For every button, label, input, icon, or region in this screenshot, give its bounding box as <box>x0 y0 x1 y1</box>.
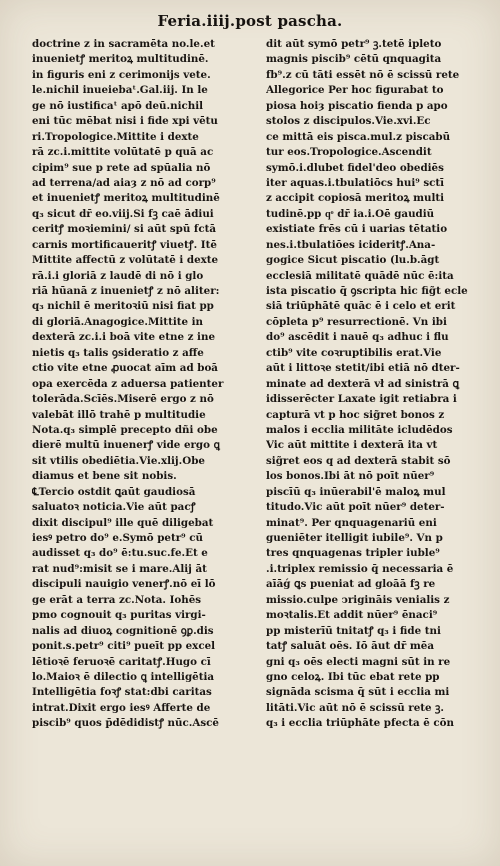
text-line: malos i ecclia militāte icludēdos <box>266 423 453 436</box>
text-line: stolos z discipulos.Vie.xvi.Ec <box>266 115 431 128</box>
text-line: litāti.Vic aūt nō ē scissū rete ꝫ. <box>266 701 445 714</box>
text-line: capturā vt p hoc sig̃ret bonos z <box>266 408 445 421</box>
text-line: minat⁹. Per qnquagenariū eni <box>266 516 437 529</box>
text-line: dixit discipul⁹ ille quē diligebat <box>32 516 214 529</box>
text-line: existiate frēs cū i uarias tētatio <box>266 223 448 236</box>
text-line: titudo.Vic aūt poīt nūer⁹ deter- <box>266 501 445 514</box>
text-line: idisserēcter Laxate igit retiabra i <box>266 393 457 406</box>
text-line: moꝛtalis.Et addit nūer⁹ ēnaci⁹ <box>266 609 438 622</box>
text-line: riā hūanā z inuenietꝭ z nō aliter: <box>32 285 220 297</box>
text-line: ctib⁹ vite coꝛruptibilis erat.Vie <box>266 346 442 359</box>
text-line: do⁹ ascēdit i nauē q₃ adhuc i flu <box>266 331 449 344</box>
text-line: ge erāt a terra zc.Nota. Iohēs <box>32 593 202 606</box>
text-line: saluatoꝛ noticia.Vie aūt pacꝭ <box>32 501 196 514</box>
text-line: ctio vite etne ꝓuocat aīm ad boā <box>32 362 218 375</box>
text-line: missio.culpe ↄrigināis venialis z <box>266 593 450 606</box>
text-line: audisset q₃ do⁹ ē:tu.suc.fe.Et e <box>32 547 208 560</box>
text-line: pmo cognouit q₃ puritas virgi- <box>32 609 206 622</box>
text-line: gueniēter itelligit iubile⁹. Vn p <box>266 532 443 544</box>
text-line: rat nud⁹:misit se i mare.Alij āt <box>32 562 207 575</box>
text-line: sig̃ret eos q ad dexterā stabit sō <box>266 454 451 467</box>
text-line: rā.i.i gloriā z laudē di nō i glo <box>32 269 204 282</box>
text-line: piscib⁹ quos p̄dēdidistꝭ nūc.Ascē <box>32 717 219 730</box>
text-line: dierē multū inuenerꝭ vide ergo ꝗ <box>32 439 220 452</box>
right-text-column <box>266 37 476 732</box>
text-line: rā zc.i.mittite volūtatē p quā ac <box>32 146 214 159</box>
running-header: Feria.iiij.post pascha. <box>157 12 343 30</box>
text-line: ista piscatio q̄ ꝯscripta hic fig̃t ecle <box>266 285 468 297</box>
text-line: tudinē.pp qͦ dr̄ ia.i.Oē gaudiū <box>266 207 435 220</box>
text-line: ecclesiā militatē quādē nūc ē:ita <box>266 269 454 282</box>
text-line: z accipit copiosā meritoꝝ multi <box>266 192 445 205</box>
text-line: ce mittā eis pisca.mul.z piscabū <box>266 130 451 143</box>
text-line: minate ad dexterā vł ad sinistrā ꝗ <box>266 377 460 390</box>
text-line: ge nō iustificaᵗ apō deū.nichil <box>32 99 204 112</box>
text-line: dexterā zc.i.i boā vite etne z ine <box>32 331 215 344</box>
text-line: valebāt illō trahē p multitudie <box>32 408 206 421</box>
text-line: tatꝭ saluāt oēs. Iō āut dr̄ mēa <box>266 640 435 653</box>
text-line: q₃ nichil ē meritoꝛiū nisi fiat pp <box>32 300 214 313</box>
text-line: Mittite affectū z volūtatē i dexte <box>32 254 219 267</box>
text-line: iesꝰ petro do⁹ e.Symō petr⁹ cū <box>32 532 204 544</box>
text-line: diamus et bene sit nobis. <box>32 470 177 483</box>
text-line: piosa hoiȝ piscatio fienda p apo <box>266 99 448 112</box>
text-line: signāda scisma q̄ sūt i ecclia mi <box>266 686 450 699</box>
text-line: aūt i littoꝛe stetit/ibi etiā nō dter- <box>266 362 460 375</box>
text-line: eni tūc mēbat nisi i fide xpi vētu <box>32 115 218 128</box>
text-line: tres qnquagenas tripler iuble⁹ <box>266 547 440 560</box>
text-line: ad terrena/ad aiaȝ z nō ad corp⁹ <box>32 176 216 189</box>
text-line: ceritꝭ moꝛiemini/ si aūt spū fctā <box>32 223 217 236</box>
text-line: nietis q₃ talis ꝯsideratio z affe <box>32 346 204 359</box>
text-line: cipim⁹ sue p rete ad spūalia nō <box>32 161 211 174</box>
text-line: gni q₃ oēs electi magni sūt in re <box>266 655 451 668</box>
text-line: Allegorice Per hoc figurabat to <box>266 84 444 97</box>
text-line: los bonos.Ibi āt nō poīt nūer⁹ <box>266 470 435 483</box>
text-line: in figuris eni z cerimonijs vete. <box>32 68 211 81</box>
text-line: q₃ i ecclia triūphāte pfecta ē cōn <box>266 717 455 730</box>
text-line: doctrine z in sacramēta no.le.et <box>32 38 215 50</box>
text-line: ponit.s.petr⁹ citi⁹ pueīt pp excel <box>32 640 216 653</box>
text-line: nalis ad diuoꝝ cognitionē ꝯꝑ.dis <box>32 624 214 637</box>
text-line: ℄Tercio ostdit ꝗaūt gaudiosā <box>32 485 196 498</box>
text-line: gno celoꝝ. Ibi tūc ebat rete pp <box>266 670 440 683</box>
text-line: siā triūphātē quāc ē i celo et erit <box>266 300 456 313</box>
text-line: iter aquas.i.tbulatiōcs hui⁹ sctī <box>266 176 445 189</box>
text-line: ri.Tropologice.Mittite i dexte <box>32 130 199 143</box>
text-line: pp misterīū tnitatꝭ q₃ i fide tni <box>266 624 441 637</box>
text-line: tolerāda.Scīēs.Miserē ergo z nō <box>32 393 214 406</box>
text-line: inuenietꝭ meritoꝝ multitudinē. <box>32 53 209 66</box>
text-line: cōpleta p⁹ resurrectionē. Vn ibi <box>266 315 447 328</box>
left-text-column <box>32 37 258 732</box>
text-line: .i.triplex remissio q̄ necessaria ē <box>266 562 454 575</box>
text-line: discipuli nauigio venerꝭ.nō eī lō <box>32 578 216 591</box>
text-line: di gloriā.Anagogice.Mittite in <box>32 315 204 328</box>
text-line: dit aūt symō petr⁹ ꝫ.tetē ipleto <box>266 38 442 50</box>
text-line: nes.i.tbulatiōes icideritꝭ.Ana- <box>266 238 436 251</box>
text-line: et inuenietꝭ meritoꝝ multitudinē <box>32 192 220 205</box>
text-line: lo.Maioꝛ ē dilectio ꝗ intelligētia <box>32 670 215 683</box>
text-line: lētioꝛē feruoꝛē caritatꝭ.Hugo cī <box>32 655 211 668</box>
text-line: intrat.Dixit ergo iesꝰ Afferte de <box>32 701 211 714</box>
text-line: Intelligētia foꝛꝭ stat:dbi caritas <box>32 686 212 699</box>
text-line: piscīū q₃ inūerabil'ē maloꝝ mul <box>266 485 446 498</box>
text-line: tur eos.Tropologice.Ascendit <box>266 146 432 159</box>
text-line: opa exercēda z aduersa patienter <box>32 377 224 390</box>
text-line: carnis mortificaueritꝭ viuetꝭ. Itē <box>32 238 217 251</box>
text-line: le.nichil inueiebaᵗ.Gal.iij. In le <box>32 84 208 97</box>
text-line: q₃ sicut dr̄ eo.viij.Si fꝫ caē ādiui <box>32 207 214 220</box>
text-line: symō.i.dlubet fidel'deo obediēs <box>266 161 444 174</box>
text-line: Nota.q₃ simplē precepto dñi obe <box>32 423 218 436</box>
text-line: sit vtilis obediētia.Vie.xlij.Obe <box>32 454 205 467</box>
text-line: fb⁹.z cū tāti essēt nō ē scissū rete <box>266 68 460 81</box>
text-line: Vic aūt mittite i dexterā ita vt <box>266 439 438 452</box>
text-line: aīāǵ ꝗs pueniat ad gloāā fꝫ re <box>266 578 436 591</box>
text-line: magnis piscib⁹ cētū qnquagita <box>266 53 442 66</box>
text-line: gogice Sicut piscatio (lu.b.āgt <box>266 254 440 267</box>
